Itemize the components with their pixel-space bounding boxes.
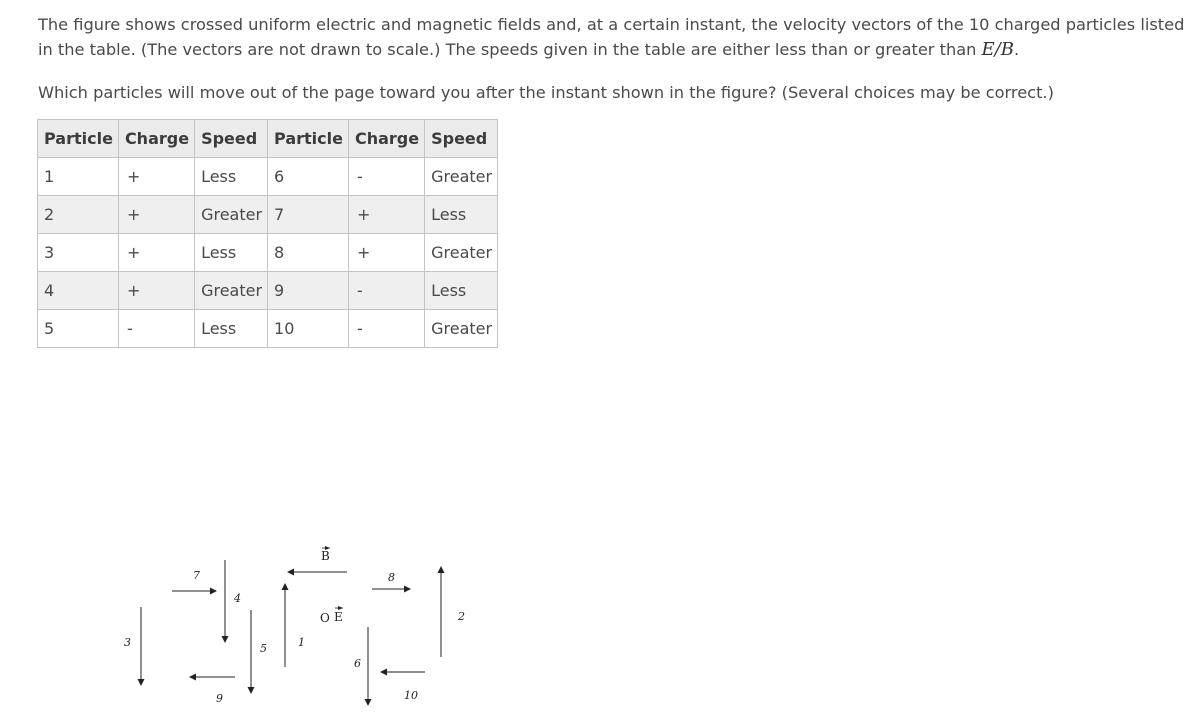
question-intro-end: .: [1013, 40, 1020, 59]
cell-charge: +: [348, 234, 424, 272]
particle-label-6: 6: [354, 657, 361, 670]
out-of-page-symbol: O: [320, 611, 330, 625]
particle-label-9: 9: [216, 692, 223, 705]
header-charge-a: Charge: [118, 120, 194, 158]
field-e-label: E: [334, 610, 343, 624]
header-particle-b: Particle: [268, 120, 349, 158]
table-row: [38, 196, 498, 234]
cell-speed: Less: [195, 158, 268, 196]
particle-label-2: 2: [458, 610, 465, 623]
cell-speed: Greater: [195, 196, 268, 234]
cell-speed: Less: [195, 310, 268, 348]
cell-particle: 4: [38, 272, 119, 310]
question-prompt: Which particles will move out of the page toward you after the instant shown in the figure? (Several choices may be correct.): [38, 83, 1054, 102]
cell-particle: 1: [38, 158, 119, 196]
cell-speed: Less: [425, 272, 498, 310]
header-particle-a: Particle: [38, 120, 119, 158]
cell-particle: 6: [268, 158, 349, 196]
cell-charge: -: [118, 310, 194, 348]
cell-particle: 7: [268, 196, 349, 234]
table-row: [38, 272, 498, 310]
field-figure: [110, 535, 480, 715]
cell-speed: Less: [195, 234, 268, 272]
cell-particle: 5: [38, 310, 119, 348]
field-b-label: B: [321, 549, 330, 563]
header-speed-b: Speed: [425, 120, 498, 158]
particle-label-4: 4: [234, 592, 241, 605]
cell-speed: Greater: [425, 158, 498, 196]
table-row: [38, 158, 498, 196]
particle-label-10: 10: [404, 689, 418, 702]
cell-charge: +: [348, 196, 424, 234]
e-over-b: E/B: [981, 39, 1014, 60]
cell-speed: Greater: [425, 310, 498, 348]
particle-label-5: 5: [260, 642, 267, 655]
cell-particle: 8: [268, 234, 349, 272]
particle-table: [37, 119, 498, 348]
cell-charge: +: [118, 196, 194, 234]
question-intro: [38, 12, 1188, 62]
particle-label-3: 3: [124, 636, 131, 649]
table-row: [38, 310, 498, 348]
cell-charge: +: [118, 234, 194, 272]
table-header-row: [38, 120, 498, 158]
particle-label-8: 8: [388, 571, 395, 584]
header-speed-a: Speed: [195, 120, 268, 158]
cell-speed: Less: [425, 196, 498, 234]
question-intro-text: The figure shows crossed uniform electric and magnetic fields and, at a certain instant, the velocity vectors of the 10 charged particles listed in the table. (The vectors are not drawn to scale.) The speeds given in the table are either less than or greater than: [38, 15, 1185, 59]
particle-label-7: 7: [193, 569, 200, 582]
cell-charge: -: [348, 310, 424, 348]
cell-particle: 10: [268, 310, 349, 348]
cell-particle: 2: [38, 196, 119, 234]
cell-charge: -: [348, 158, 424, 196]
particle-label-1: 1: [298, 636, 305, 649]
cell-speed: Greater: [195, 272, 268, 310]
cell-speed: Greater: [425, 234, 498, 272]
header-charge-b: Charge: [348, 120, 424, 158]
cell-charge: +: [118, 272, 194, 310]
table-row: [38, 234, 498, 272]
cell-particle: 3: [38, 234, 119, 272]
cell-charge: +: [118, 158, 194, 196]
cell-particle: 9: [268, 272, 349, 310]
cell-charge: -: [348, 272, 424, 310]
